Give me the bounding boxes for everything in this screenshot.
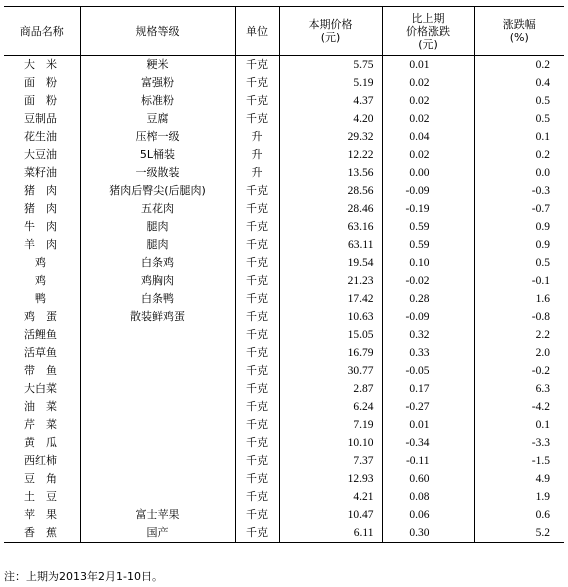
cell-unit: 千克: [235, 236, 279, 254]
cell-name: 土 豆: [24, 490, 57, 503]
cell-name: 香 蕉: [4, 524, 80, 543]
cell-spec: 散装鲜鸡蛋: [80, 308, 235, 326]
table-row: [4, 218, 564, 236]
cell-spec: 压榨一级: [80, 128, 235, 146]
cell-name: 猪 肉: [24, 184, 57, 197]
header-price-line1: 本期价格: [308, 18, 353, 31]
cell-change: -0.02: [382, 272, 474, 290]
cell-change: 0.28: [382, 290, 474, 308]
cell-spec: [80, 362, 235, 380]
cell-change: -0.09: [382, 182, 474, 200]
cell-unit: 千克: [235, 452, 279, 470]
cell-pct: 0.1: [474, 416, 564, 434]
cell-unit: 升: [235, 164, 279, 182]
table-row: [4, 506, 564, 524]
cell-pct: -0.1: [474, 272, 564, 290]
cell-name: 鸡: [24, 256, 46, 269]
cell-unit: 千克: [235, 524, 279, 543]
table-row: [4, 380, 564, 398]
cell-change: 0.59: [382, 218, 474, 236]
cell-spec: 5L桶装: [80, 146, 235, 164]
cell-price: 30.77: [279, 362, 382, 380]
cell-unit: 千克: [235, 200, 279, 218]
cell-pct: 0.2: [474, 146, 564, 164]
header-name: 商品名称: [4, 7, 80, 56]
table-row: [4, 344, 564, 362]
table-row: [4, 488, 564, 506]
cell-unit: 千克: [235, 470, 279, 488]
cell-pct: 0.5: [474, 92, 564, 110]
cell-spec: 标准粉: [80, 92, 235, 110]
cell-name: 大 米: [24, 58, 57, 71]
cell-unit: 千克: [235, 308, 279, 326]
cell-name: 活鲤鱼: [24, 328, 57, 341]
cell-change: 0.02: [382, 74, 474, 92]
cell-name: 活草鱼: [24, 346, 57, 359]
table-row: [4, 56, 564, 75]
cell-change: 0.33: [382, 344, 474, 362]
cell-price: 63.16: [279, 218, 382, 236]
cell-change: -0.19: [382, 200, 474, 218]
cell-price: 2.87: [279, 380, 382, 398]
header-price: [279, 7, 382, 56]
header-price-line2: (元): [320, 31, 341, 44]
table-row: [4, 236, 564, 254]
cell-unit: 千克: [235, 326, 279, 344]
cell-name: 花生油: [24, 130, 57, 143]
cell-spec: 粳米: [80, 56, 235, 75]
table-row: [4, 200, 564, 218]
cell-pct: -4.2: [474, 398, 564, 416]
header-pct-line1: 涨跌幅: [502, 18, 536, 31]
cell-change: 0.06: [382, 506, 474, 524]
header-change-line2: 价格涨跌: [406, 24, 450, 38]
cell-spec: [80, 434, 235, 452]
table-row: [4, 110, 564, 128]
header-change: [382, 7, 474, 56]
cell-name: 牛 肉: [24, 220, 57, 233]
cell-unit: 千克: [235, 506, 279, 524]
cell-spec: 白条鸭: [80, 290, 235, 308]
cell-pct: 0.6: [474, 506, 564, 524]
cell-spec: 五花肉: [80, 200, 235, 218]
cell-pct: -3.3: [474, 434, 564, 452]
cell-spec: [80, 488, 235, 506]
cell-price: 10.47: [279, 506, 382, 524]
cell-spec: [80, 416, 235, 434]
cell-price: 4.37: [279, 92, 382, 110]
table-row: [4, 92, 564, 110]
cell-unit: 千克: [235, 344, 279, 362]
cell-unit: 千克: [235, 416, 279, 434]
cell-change: 0.02: [382, 110, 474, 128]
cell-name: 油 菜: [24, 400, 57, 413]
cell-spec: 一级散装: [80, 164, 235, 182]
cell-change: -0.34: [382, 434, 474, 452]
cell-price: 12.93: [279, 470, 382, 488]
header-pct: [474, 7, 564, 56]
cell-change: 0.00: [382, 164, 474, 182]
cell-price: 10.10: [279, 434, 382, 452]
table-row: [4, 128, 564, 146]
cell-change: 0.10: [382, 254, 474, 272]
cell-unit: 千克: [235, 434, 279, 452]
cell-name: 豆制品: [24, 112, 57, 125]
cell-change: -0.05: [382, 362, 474, 380]
cell-spec: [80, 326, 235, 344]
cell-unit: 千克: [235, 218, 279, 236]
cell-unit: 千克: [235, 380, 279, 398]
cell-price: 12.22: [279, 146, 382, 164]
cell-unit: 千克: [235, 110, 279, 128]
cell-price: 5.75: [279, 56, 382, 75]
table-row: [4, 254, 564, 272]
table-row: [4, 398, 564, 416]
cell-spec: 白条鸡: [80, 254, 235, 272]
cell-unit: 千克: [235, 272, 279, 290]
cell-unit: 升: [235, 146, 279, 164]
table-body: [4, 56, 564, 543]
cell-spec: 腿肉: [80, 218, 235, 236]
cell-name: 大白菜: [24, 382, 57, 395]
cell-pct: 0.4: [474, 74, 564, 92]
header-change-line3: (元): [418, 37, 438, 51]
cell-price: 6.24: [279, 398, 382, 416]
cell-unit: 千克: [235, 92, 279, 110]
cell-unit: 千克: [235, 488, 279, 506]
cell-pct: 2.0: [474, 344, 564, 362]
cell-change: 0.32: [382, 326, 474, 344]
cell-price: 7.19: [279, 416, 382, 434]
cell-unit: 千克: [235, 362, 279, 380]
cell-price: 4.21: [279, 488, 382, 506]
cell-spec: [80, 380, 235, 398]
table-row: [4, 272, 564, 290]
cell-price: 7.37: [279, 452, 382, 470]
cell-change: 0.04: [382, 128, 474, 146]
cell-name: 带 鱼: [24, 364, 57, 377]
cell-unit: 千克: [235, 74, 279, 92]
cell-pct: 0.1: [474, 128, 564, 146]
cell-change: -0.11: [382, 452, 474, 470]
price-table: [4, 6, 564, 543]
cell-change: 0.30: [382, 524, 474, 543]
header-row: [4, 7, 564, 56]
cell-pct: 1.6: [474, 290, 564, 308]
header-unit: 单位: [235, 7, 279, 56]
cell-price: 21.23: [279, 272, 382, 290]
cell-name: 苹 果: [24, 508, 57, 521]
cell-pct: 6.3: [474, 380, 564, 398]
cell-change: 0.60: [382, 470, 474, 488]
cell-unit: 千克: [235, 182, 279, 200]
cell-spec: [80, 452, 235, 470]
cell-unit: 千克: [235, 254, 279, 272]
cell-change: 0.01: [382, 56, 474, 75]
cell-pct: -0.8: [474, 308, 564, 326]
footnote: 注：上期为2013年2月1-10日。: [4, 570, 163, 583]
cell-spec: 国产: [80, 524, 235, 543]
cell-name: 西红柿: [24, 454, 57, 467]
cell-unit: 千克: [235, 398, 279, 416]
table-row: [4, 470, 564, 488]
table-row: [4, 416, 564, 434]
cell-spec: 鸡胸肉: [80, 272, 235, 290]
table-row: [4, 524, 564, 543]
cell-spec: 豆腐: [80, 110, 235, 128]
table-row: [4, 326, 564, 344]
header-spec: 规格等级: [80, 7, 235, 56]
table-row: [4, 362, 564, 380]
cell-name: 面 粉: [24, 94, 57, 107]
cell-pct: 2.2: [474, 326, 564, 344]
cell-name: 菜籽油: [24, 166, 57, 179]
cell-pct: 0.9: [474, 218, 564, 236]
cell-pct: 0.9: [474, 236, 564, 254]
cell-pct: 0.0: [474, 164, 564, 182]
cell-pct: 4.9: [474, 470, 564, 488]
cell-pct: 0.2: [474, 56, 564, 75]
cell-pct: 0.5: [474, 110, 564, 128]
cell-spec: 腿肉: [80, 236, 235, 254]
cell-name: 鸡 蛋: [24, 310, 57, 323]
cell-price: 15.05: [279, 326, 382, 344]
cell-name: 芹 菜: [24, 418, 57, 431]
cell-spec: 富强粉: [80, 74, 235, 92]
cell-pct: -0.2: [474, 362, 564, 380]
table-row: [4, 164, 564, 182]
table-row: [4, 182, 564, 200]
cell-name: 猪 肉: [24, 202, 57, 215]
cell-price: 28.56: [279, 182, 382, 200]
cell-pct: 5.2: [474, 524, 564, 543]
cell-pct: -1.5: [474, 452, 564, 470]
cell-pct: -0.3: [474, 182, 564, 200]
cell-spec: 富士苹果: [80, 506, 235, 524]
cell-change: -0.27: [382, 398, 474, 416]
cell-change: 0.08: [382, 488, 474, 506]
cell-name: 鸡: [24, 274, 46, 287]
header-pct-line2: (%): [509, 31, 529, 44]
cell-change: 0.01: [382, 416, 474, 434]
cell-spec: 猪肉后臀尖(后腿肉): [80, 182, 235, 200]
cell-unit: 千克: [235, 56, 279, 75]
cell-pct: 0.5: [474, 254, 564, 272]
table-row: [4, 74, 564, 92]
cell-price: 5.19: [279, 74, 382, 92]
cell-pct: -0.7: [474, 200, 564, 218]
table-row: [4, 452, 564, 470]
cell-price: 29.32: [279, 128, 382, 146]
cell-name: 黄 瓜: [24, 436, 57, 449]
table-row: [4, 290, 564, 308]
cell-name: 羊 肉: [24, 238, 57, 251]
cell-change: 0.17: [382, 380, 474, 398]
cell-name: 大豆油: [24, 148, 57, 161]
cell-price: 16.79: [279, 344, 382, 362]
cell-price: 28.46: [279, 200, 382, 218]
cell-name: 豆 角: [24, 472, 57, 485]
cell-price: 19.54: [279, 254, 382, 272]
cell-spec: [80, 470, 235, 488]
cell-change: 0.02: [382, 92, 474, 110]
cell-price: 10.63: [279, 308, 382, 326]
cell-name: 面 粉: [24, 76, 57, 89]
cell-price: 6.11: [279, 524, 382, 543]
cell-price: 13.56: [279, 164, 382, 182]
cell-price: 17.42: [279, 290, 382, 308]
table-row: [4, 434, 564, 452]
table-row: [4, 308, 564, 326]
cell-change: 0.59: [382, 236, 474, 254]
cell-price: 4.20: [279, 110, 382, 128]
cell-unit: 升: [235, 128, 279, 146]
header-change-line1: 比上期: [411, 11, 445, 25]
cell-price: 63.11: [279, 236, 382, 254]
cell-change: 0.02: [382, 146, 474, 164]
cell-unit: 千克: [235, 290, 279, 308]
cell-name: 鸭: [24, 292, 46, 305]
cell-change: -0.09: [382, 308, 474, 326]
cell-spec: [80, 398, 235, 416]
table-row: [4, 146, 564, 164]
cell-pct: 1.9: [474, 488, 564, 506]
cell-spec: [80, 344, 235, 362]
